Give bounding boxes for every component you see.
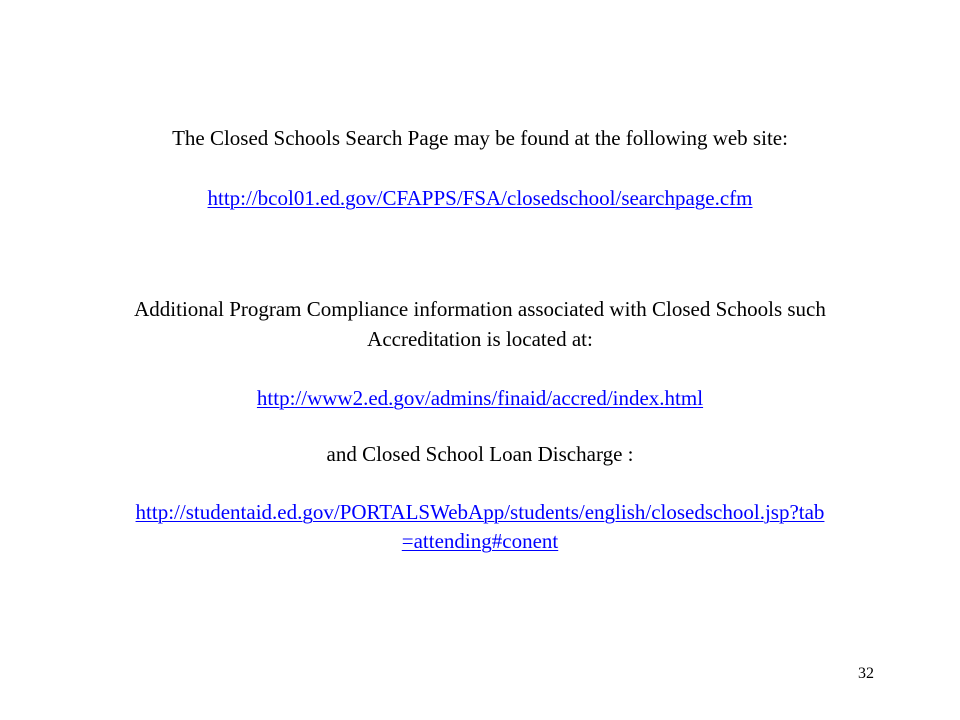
search-page-link-line (60, 183, 900, 213)
discharge-link-part2[interactable]: =attending#conent (401, 529, 559, 553)
accreditation-link[interactable]: http://www2.ed.gov/admins/finaid/accred/index.html (256, 386, 704, 410)
discharge-link-line2 (60, 526, 900, 556)
compliance-text-line1: Additional Program Compliance information associated with Closed Schools such (134, 297, 826, 321)
accreditation-link-line (60, 383, 900, 413)
discharge-link-line1 (60, 497, 900, 527)
compliance-text-line2: Accreditation is located at: (367, 327, 593, 351)
search-page-link[interactable]: http://bcol01.ed.gov/CFAPPS/FSA/closedschool/searchpage.cfm (207, 186, 753, 210)
discharge-text: and Closed School Loan Discharge : (326, 442, 634, 466)
discharge-link-part1[interactable]: http://studentaid.ed.gov/PORTALSWebApp/students/english/closedschool.jsp?tab (135, 500, 825, 524)
intro-text: The Closed Schools Search Page may be found at the following web site: (172, 126, 788, 150)
page-number: 32 (858, 665, 874, 682)
